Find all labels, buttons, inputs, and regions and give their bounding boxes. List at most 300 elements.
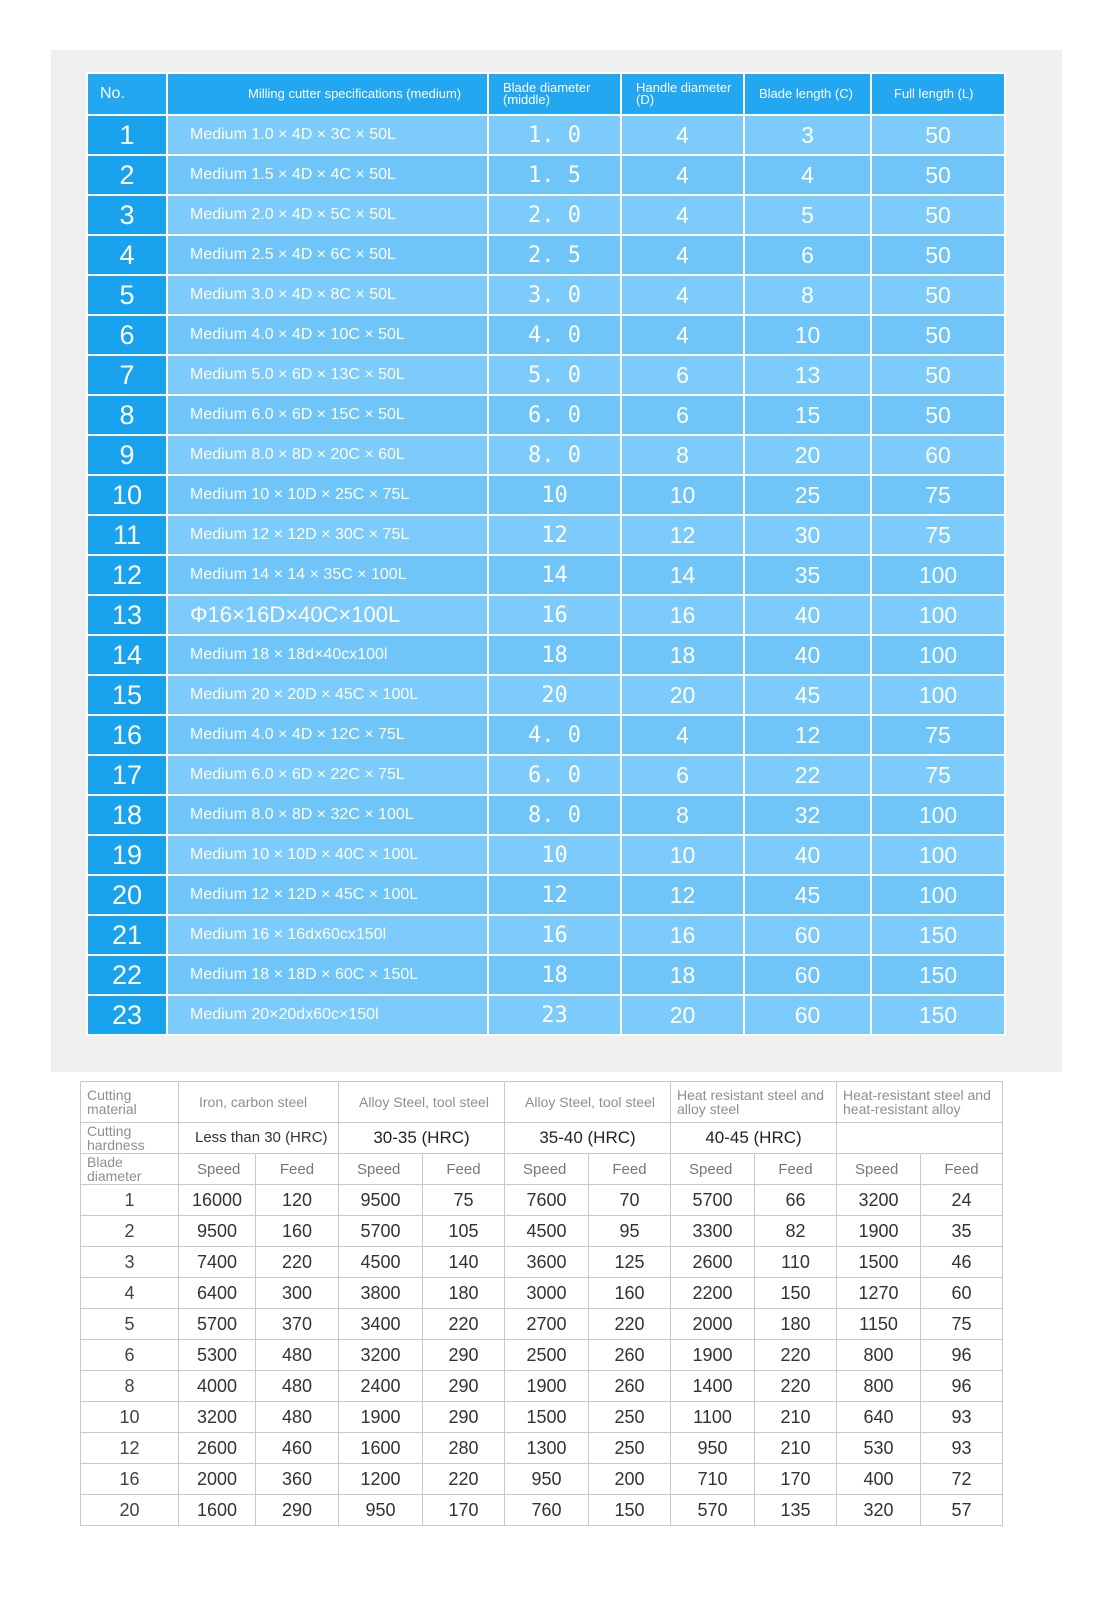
speed-cell: 1400 xyxy=(671,1371,755,1402)
header-full-length: Full length (L) xyxy=(871,73,1005,115)
spec-row xyxy=(87,755,1005,795)
spec-row xyxy=(87,315,1005,355)
feed-cell: 125 xyxy=(589,1247,671,1278)
full-length-value: 100 xyxy=(871,555,1005,595)
full-length-value: 75 xyxy=(871,475,1005,515)
speed-cell: 800 xyxy=(837,1371,921,1402)
row-number: 14 xyxy=(87,635,167,675)
blade-length-value: 12 xyxy=(744,715,871,755)
speed-cell: 6400 xyxy=(179,1278,256,1309)
feed-cell: 82 xyxy=(755,1216,837,1247)
cutting-row xyxy=(81,1402,1003,1433)
feed-cell: 480 xyxy=(256,1402,339,1433)
speed-feed-row xyxy=(81,1154,1003,1185)
speed-cell: 5300 xyxy=(179,1340,256,1371)
full-length-value: 50 xyxy=(871,235,1005,275)
spec-text: Medium 8.0 × 8D × 20C × 60L xyxy=(167,435,488,475)
blade-diameter-value: 18 xyxy=(488,955,621,995)
row-number: 16 xyxy=(87,715,167,755)
speed-cell: 1300 xyxy=(505,1433,589,1464)
spec-text: Medium 2.5 × 4D × 6C × 50L xyxy=(167,235,488,275)
blade-length-value: 40 xyxy=(744,595,871,635)
blade-diameter-cell: 8 xyxy=(81,1371,179,1402)
spec-row xyxy=(87,995,1005,1035)
speed-cell: 800 xyxy=(837,1340,921,1371)
speed-cell: 760 xyxy=(505,1495,589,1526)
spec-text: Medium 4.0 × 4D × 10C × 50L xyxy=(167,315,488,355)
blade-diameter-value: 20 xyxy=(488,675,621,715)
row-number: 12 xyxy=(87,555,167,595)
full-length-value: 50 xyxy=(871,115,1005,155)
material-col-5: Heat-resistant steel and heat-resistant alloy xyxy=(837,1082,1003,1123)
feed-label: Feed xyxy=(256,1154,339,1185)
feed-cell: 480 xyxy=(256,1340,339,1371)
spec-row xyxy=(87,515,1005,555)
full-length-value: 75 xyxy=(871,515,1005,555)
feed-cell: 170 xyxy=(755,1464,837,1495)
speed-label: Speed xyxy=(505,1154,589,1185)
spec-text: Medium 2.0 × 4D × 5C × 50L xyxy=(167,195,488,235)
speed-label: Speed xyxy=(179,1154,256,1185)
feed-cell: 210 xyxy=(755,1402,837,1433)
feed-cell: 150 xyxy=(755,1278,837,1309)
feed-cell: 260 xyxy=(589,1371,671,1402)
blade-diameter-value: 6. 0 xyxy=(488,395,621,435)
blade-length-value: 60 xyxy=(744,995,871,1035)
full-length-value: 100 xyxy=(871,835,1005,875)
feed-cell: 220 xyxy=(755,1340,837,1371)
speed-cell: 3000 xyxy=(505,1278,589,1309)
handle-diameter-value: 4 xyxy=(621,715,744,755)
full-length-value: 60 xyxy=(871,435,1005,475)
cutting-row xyxy=(81,1433,1003,1464)
spec-row xyxy=(87,715,1005,755)
feed-cell: 290 xyxy=(256,1495,339,1526)
blade-length-value: 30 xyxy=(744,515,871,555)
row-number: 11 xyxy=(87,515,167,555)
speed-cell: 5700 xyxy=(179,1309,256,1340)
speed-cell: 1150 xyxy=(837,1309,921,1340)
feed-cell: 210 xyxy=(755,1433,837,1464)
blade-length-value: 20 xyxy=(744,435,871,475)
full-length-value: 100 xyxy=(871,595,1005,635)
blade-length-value: 40 xyxy=(744,635,871,675)
feed-cell: 370 xyxy=(256,1309,339,1340)
blade-diameter-cell: 12 xyxy=(81,1433,179,1464)
feed-cell: 220 xyxy=(423,1309,505,1340)
handle-diameter-value: 14 xyxy=(621,555,744,595)
blade-length-value: 45 xyxy=(744,875,871,915)
blade-diameter-value: 3. 0 xyxy=(488,275,621,315)
spec-text: Medium 4.0 × 4D × 12C × 75L xyxy=(167,715,488,755)
speed-cell: 1270 xyxy=(837,1278,921,1309)
speed-label: Speed xyxy=(837,1154,921,1185)
speed-cell: 4500 xyxy=(339,1247,423,1278)
feed-cell: 360 xyxy=(256,1464,339,1495)
handle-diameter-value: 10 xyxy=(621,835,744,875)
cutting-row xyxy=(81,1340,1003,1371)
cutting-row xyxy=(81,1216,1003,1247)
speed-cell: 1600 xyxy=(179,1495,256,1526)
feed-cell: 180 xyxy=(423,1278,505,1309)
speed-cell: 2500 xyxy=(505,1340,589,1371)
blade-length-value: 4 xyxy=(744,155,871,195)
row-number: 15 xyxy=(87,675,167,715)
speed-label: Speed xyxy=(339,1154,423,1185)
cutting-row xyxy=(81,1371,1003,1402)
blade-length-value: 45 xyxy=(744,675,871,715)
spec-row xyxy=(87,275,1005,315)
feed-cell: 96 xyxy=(921,1340,1003,1371)
full-length-value: 150 xyxy=(871,995,1005,1035)
header-blade-diameter: Blade diameter (middle) xyxy=(488,73,621,115)
material-col-1: Iron, carbon steel xyxy=(179,1082,339,1123)
feed-cell: 120 xyxy=(256,1185,339,1216)
speed-cell: 2000 xyxy=(179,1464,256,1495)
full-length-value: 150 xyxy=(871,955,1005,995)
speed-cell: 950 xyxy=(339,1495,423,1526)
speed-label: Speed xyxy=(671,1154,755,1185)
spec-row xyxy=(87,555,1005,595)
handle-diameter-value: 6 xyxy=(621,395,744,435)
row-number: 18 xyxy=(87,795,167,835)
blade-length-value: 32 xyxy=(744,795,871,835)
full-length-value: 50 xyxy=(871,395,1005,435)
handle-diameter-value: 16 xyxy=(621,915,744,955)
speed-cell: 1500 xyxy=(837,1247,921,1278)
feed-label: Feed xyxy=(921,1154,1003,1185)
hardness-col-1: Less than 30 (HRC) xyxy=(179,1123,339,1154)
speed-cell: 3200 xyxy=(179,1402,256,1433)
full-length-value: 50 xyxy=(871,155,1005,195)
handle-diameter-value: 12 xyxy=(621,515,744,555)
feed-cell: 93 xyxy=(921,1402,1003,1433)
blade-diameter-value: 1. 5 xyxy=(488,155,621,195)
cutting-row xyxy=(81,1278,1003,1309)
spec-text: Medium 20×20dx60c×150l xyxy=(167,995,488,1035)
spec-table-body xyxy=(87,115,1005,1035)
feed-cell: 110 xyxy=(755,1247,837,1278)
spec-text: Medium 1.0 × 4D × 3C × 50L xyxy=(167,115,488,155)
full-length-value: 75 xyxy=(871,715,1005,755)
blade-diameter-value: 16 xyxy=(488,595,621,635)
spec-text: Medium 12 × 12D × 30C × 75L xyxy=(167,515,488,555)
speed-cell: 2600 xyxy=(179,1433,256,1464)
header-no: No. xyxy=(87,73,167,115)
speed-cell: 1600 xyxy=(339,1433,423,1464)
row-number: 1 xyxy=(87,115,167,155)
cutting-table-body xyxy=(81,1185,1003,1526)
feed-cell: 105 xyxy=(423,1216,505,1247)
speed-cell: 7600 xyxy=(505,1185,589,1216)
row-number: 3 xyxy=(87,195,167,235)
feed-cell: 170 xyxy=(423,1495,505,1526)
spec-text: Φ16×16D×40C×100L xyxy=(167,595,488,635)
full-length-value: 100 xyxy=(871,635,1005,675)
feed-cell: 460 xyxy=(256,1433,339,1464)
row-number: 13 xyxy=(87,595,167,635)
speed-cell: 4500 xyxy=(505,1216,589,1247)
row-number: 2 xyxy=(87,155,167,195)
material-col-4: Heat resistant steel and alloy steel xyxy=(671,1082,837,1123)
row-number: 10 xyxy=(87,475,167,515)
feed-cell: 180 xyxy=(755,1309,837,1340)
header-spec: Milling cutter specifications (medium) xyxy=(167,73,488,115)
feed-cell: 220 xyxy=(256,1247,339,1278)
speed-cell: 1900 xyxy=(837,1216,921,1247)
feed-cell: 220 xyxy=(755,1371,837,1402)
speed-cell: 7400 xyxy=(179,1247,256,1278)
spec-row xyxy=(87,955,1005,995)
blade-diameter-cell: 20 xyxy=(81,1495,179,1526)
speed-cell: 3800 xyxy=(339,1278,423,1309)
speed-cell: 3200 xyxy=(339,1340,423,1371)
handle-diameter-value: 4 xyxy=(621,235,744,275)
full-length-value: 75 xyxy=(871,755,1005,795)
blade-diameter-cell: 16 xyxy=(81,1464,179,1495)
blade-diameter-value: 16 xyxy=(488,915,621,955)
feed-cell: 140 xyxy=(423,1247,505,1278)
spec-row xyxy=(87,795,1005,835)
spec-row xyxy=(87,915,1005,955)
header-blade-length: Blade length (C) xyxy=(744,73,871,115)
spec-row xyxy=(87,875,1005,915)
handle-diameter-value: 4 xyxy=(621,155,744,195)
spec-row xyxy=(87,835,1005,875)
feed-cell: 290 xyxy=(423,1402,505,1433)
feed-cell: 93 xyxy=(921,1433,1003,1464)
spec-row xyxy=(87,235,1005,275)
blade-diameter-value: 4. 0 xyxy=(488,315,621,355)
blade-length-value: 3 xyxy=(744,115,871,155)
feed-cell: 35 xyxy=(921,1216,1003,1247)
spec-text: Medium 14 × 14 × 35C × 100L xyxy=(167,555,488,595)
spec-text: Medium 20 × 20D × 45C × 100L xyxy=(167,675,488,715)
row-number: 22 xyxy=(87,955,167,995)
handle-diameter-value: 4 xyxy=(621,115,744,155)
row-number: 20 xyxy=(87,875,167,915)
full-length-value: 100 xyxy=(871,675,1005,715)
handle-diameter-value: 20 xyxy=(621,675,744,715)
hardness-col-5 xyxy=(837,1123,1003,1154)
speed-cell: 5700 xyxy=(671,1185,755,1216)
spec-text: Medium 18 × 18D × 60C × 150L xyxy=(167,955,488,995)
feed-cell: 480 xyxy=(256,1371,339,1402)
spec-row xyxy=(87,115,1005,155)
blade-length-value: 10 xyxy=(744,315,871,355)
feed-cell: 96 xyxy=(921,1371,1003,1402)
cutting-row xyxy=(81,1464,1003,1495)
blade-diameter-cell: 4 xyxy=(81,1278,179,1309)
blade-diameter-value: 10 xyxy=(488,835,621,875)
blade-length-value: 13 xyxy=(744,355,871,395)
feed-cell: 95 xyxy=(589,1216,671,1247)
blade-diameter-value: 12 xyxy=(488,515,621,555)
row-number: 17 xyxy=(87,755,167,795)
spec-row xyxy=(87,475,1005,515)
speed-cell: 2200 xyxy=(671,1278,755,1309)
handle-diameter-value: 8 xyxy=(621,795,744,835)
speed-cell: 2000 xyxy=(671,1309,755,1340)
material-col-2: Alloy Steel, tool steel xyxy=(339,1082,505,1123)
blade-diameter-value: 23 xyxy=(488,995,621,1035)
blade-diameter-value: 1. 0 xyxy=(488,115,621,155)
spec-row xyxy=(87,595,1005,635)
handle-diameter-value: 18 xyxy=(621,955,744,995)
blade-length-value: 35 xyxy=(744,555,871,595)
speed-cell: 3200 xyxy=(837,1185,921,1216)
spec-text: Medium 8.0 × 8D × 32C × 100L xyxy=(167,795,488,835)
blade-diameter-value: 8. 0 xyxy=(488,435,621,475)
spec-text: Medium 10 × 10D × 25C × 75L xyxy=(167,475,488,515)
feed-cell: 135 xyxy=(755,1495,837,1526)
blade-diameter-cell: 5 xyxy=(81,1309,179,1340)
blade-length-value: 60 xyxy=(744,915,871,955)
full-length-value: 50 xyxy=(871,355,1005,395)
speed-cell: 3600 xyxy=(505,1247,589,1278)
feed-cell: 290 xyxy=(423,1371,505,1402)
handle-diameter-value: 10 xyxy=(621,475,744,515)
feed-cell: 46 xyxy=(921,1247,1003,1278)
blade-diameter-value: 2. 0 xyxy=(488,195,621,235)
speed-cell: 5700 xyxy=(339,1216,423,1247)
blade-diameter-value: 8. 0 xyxy=(488,795,621,835)
feed-cell: 250 xyxy=(589,1402,671,1433)
feed-cell: 220 xyxy=(423,1464,505,1495)
feed-cell: 60 xyxy=(921,1278,1003,1309)
row-number: 23 xyxy=(87,995,167,1035)
spec-text: Medium 12 × 12D × 45C × 100L xyxy=(167,875,488,915)
hardness-col-2: 30-35 (HRC) xyxy=(339,1123,505,1154)
blade-diameter-cell: 3 xyxy=(81,1247,179,1278)
row-number: 21 xyxy=(87,915,167,955)
speed-cell: 320 xyxy=(837,1495,921,1526)
spec-row xyxy=(87,435,1005,475)
feed-cell: 24 xyxy=(921,1185,1003,1216)
full-length-value: 100 xyxy=(871,795,1005,835)
feed-cell: 250 xyxy=(589,1433,671,1464)
feed-cell: 75 xyxy=(423,1185,505,1216)
speed-cell: 3300 xyxy=(671,1216,755,1247)
speed-cell: 400 xyxy=(837,1464,921,1495)
spec-row xyxy=(87,355,1005,395)
feed-cell: 200 xyxy=(589,1464,671,1495)
speed-cell: 4000 xyxy=(179,1371,256,1402)
row-number: 8 xyxy=(87,395,167,435)
full-length-value: 50 xyxy=(871,315,1005,355)
spec-text: Medium 6.0 × 6D × 15C × 50L xyxy=(167,395,488,435)
feed-label: Feed xyxy=(423,1154,505,1185)
blade-diameter-value: 10 xyxy=(488,475,621,515)
spec-text: Medium 6.0 × 6D × 22C × 75L xyxy=(167,755,488,795)
handle-diameter-value: 4 xyxy=(621,275,744,315)
feed-cell: 150 xyxy=(589,1495,671,1526)
speed-cell: 2700 xyxy=(505,1309,589,1340)
full-length-value: 100 xyxy=(871,875,1005,915)
cutting-parameters-table xyxy=(80,1081,1003,1526)
speed-cell: 1900 xyxy=(505,1371,589,1402)
feed-cell: 260 xyxy=(589,1340,671,1371)
spec-row xyxy=(87,675,1005,715)
feed-cell: 160 xyxy=(256,1216,339,1247)
speed-cell: 710 xyxy=(671,1464,755,1495)
feed-cell: 57 xyxy=(921,1495,1003,1526)
handle-diameter-value: 12 xyxy=(621,875,744,915)
handle-diameter-value: 16 xyxy=(621,595,744,635)
speed-cell: 9500 xyxy=(339,1185,423,1216)
handle-diameter-value: 20 xyxy=(621,995,744,1035)
feed-cell: 70 xyxy=(589,1185,671,1216)
spec-row xyxy=(87,635,1005,675)
handle-diameter-value: 4 xyxy=(621,315,744,355)
spec-text: Medium 10 × 10D × 40C × 100L xyxy=(167,835,488,875)
header-handle-diameter: Handle diameter (D) xyxy=(621,73,744,115)
blade-length-value: 5 xyxy=(744,195,871,235)
cutting-row xyxy=(81,1247,1003,1278)
blade-length-value: 6 xyxy=(744,235,871,275)
feed-cell: 280 xyxy=(423,1433,505,1464)
blade-length-value: 60 xyxy=(744,955,871,995)
spec-text: Medium 3.0 × 4D × 8C × 50L xyxy=(167,275,488,315)
cutting-row xyxy=(81,1309,1003,1340)
row-number: 6 xyxy=(87,315,167,355)
feed-cell: 75 xyxy=(921,1309,1003,1340)
feed-cell: 72 xyxy=(921,1464,1003,1495)
speed-cell: 1900 xyxy=(671,1340,755,1371)
spec-text: Medium 16 × 16dx60cx150l xyxy=(167,915,488,955)
hardness-col-3: 35-40 (HRC) xyxy=(505,1123,671,1154)
speed-cell: 9500 xyxy=(179,1216,256,1247)
hardness-row xyxy=(81,1123,1003,1154)
label-cutting-material: Cutting material xyxy=(81,1082,179,1123)
blade-length-value: 40 xyxy=(744,835,871,875)
blade-length-value: 8 xyxy=(744,275,871,315)
full-length-value: 150 xyxy=(871,915,1005,955)
speed-cell: 950 xyxy=(505,1464,589,1495)
blade-diameter-cell: 1 xyxy=(81,1185,179,1216)
spec-text: Medium 1.5 × 4D × 4C × 50L xyxy=(167,155,488,195)
spec-header-row xyxy=(87,73,1005,115)
row-number: 4 xyxy=(87,235,167,275)
handle-diameter-value: 6 xyxy=(621,355,744,395)
blade-length-value: 15 xyxy=(744,395,871,435)
blade-diameter-value: 18 xyxy=(488,635,621,675)
blade-diameter-value: 2. 5 xyxy=(488,235,621,275)
row-number: 9 xyxy=(87,435,167,475)
full-length-value: 50 xyxy=(871,275,1005,315)
speed-cell: 530 xyxy=(837,1433,921,1464)
spec-row xyxy=(87,155,1005,195)
row-number: 19 xyxy=(87,835,167,875)
feed-cell: 300 xyxy=(256,1278,339,1309)
material-col-3: Alloy Steel, tool steel xyxy=(505,1082,671,1123)
spec-row xyxy=(87,395,1005,435)
speed-cell: 1200 xyxy=(339,1464,423,1495)
row-number: 7 xyxy=(87,355,167,395)
feed-label: Feed xyxy=(755,1154,837,1185)
speed-cell: 16000 xyxy=(179,1185,256,1216)
material-row xyxy=(81,1082,1003,1123)
label-cutting-hardness: Cutting hardness xyxy=(81,1123,179,1154)
spec-text: Medium 5.0 × 6D × 13C × 50L xyxy=(167,355,488,395)
feed-cell: 220 xyxy=(589,1309,671,1340)
handle-diameter-value: 8 xyxy=(621,435,744,475)
speed-cell: 1900 xyxy=(339,1402,423,1433)
feed-cell: 160 xyxy=(589,1278,671,1309)
spec-text: Medium 18 × 18d×40cx100l xyxy=(167,635,488,675)
blade-diameter-value: 14 xyxy=(488,555,621,595)
milling-cutter-spec-table xyxy=(86,72,1006,1036)
